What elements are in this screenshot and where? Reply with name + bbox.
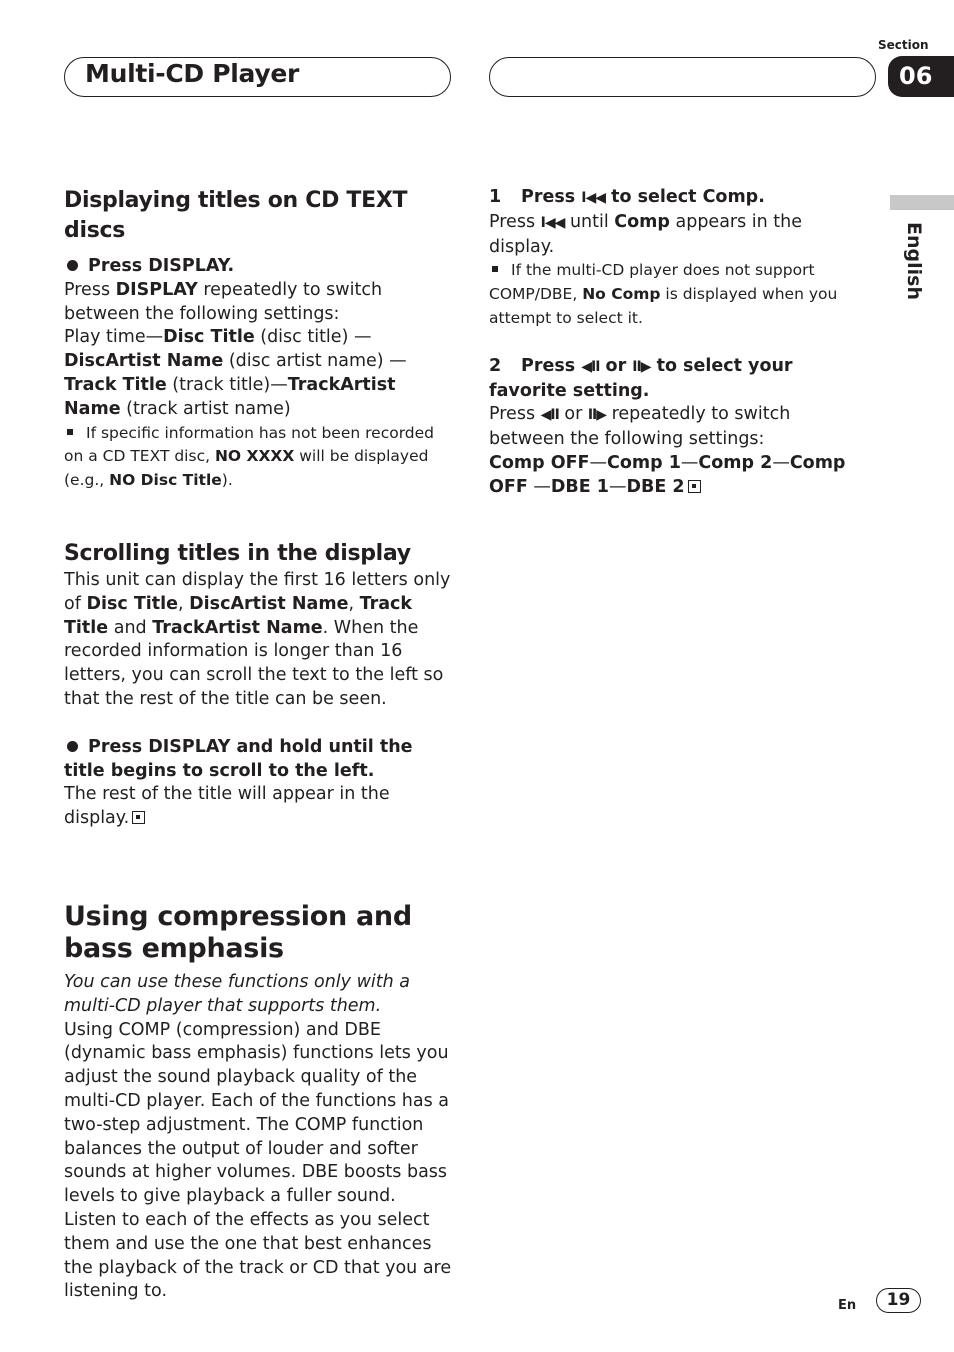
para-rest-of-title: The rest of the title will appear in the display. <box>64 784 390 829</box>
para-step-2: Press ◀II or II▶ repeatedly to switch between the following settings: <box>489 404 791 450</box>
skip-back-icon: I◀◀ <box>581 190 606 206</box>
skip-back-icon: I◀◀ <box>540 214 565 231</box>
bullet-hold-display: Press DISPLAY and hold until the title begins to scroll to the left. <box>64 736 413 781</box>
section-label: Section <box>878 38 929 52</box>
end-mark-icon <box>132 811 145 824</box>
note-square-icon <box>492 266 498 272</box>
heading-scrolling: Scrolling titles in the display <box>64 540 411 566</box>
footer-language: En <box>838 1298 857 1313</box>
para-comp-dbe: Using COMP (compression) and DBE (dynamic bass emphasis) functions lets you adjust the sound playback quality of the multi-CD player. Each of the functions has a two-step adjustment. The COMP function balances the output of louder and softer sounds at higher volumes. DBE boosts bass levels to give playback a fuller sound. Listen to each of the effects as you select them and use the one that best enhances the playback of the track or CD that you are listening to. <box>64 1019 452 1302</box>
left-column <box>64 186 452 1304</box>
bullet-icon <box>67 741 78 752</box>
blank-frame <box>489 57 876 97</box>
para-settings-list: Play time—Disc Title (disc title) —DiscArtist Name (disc artist name) —Track Title (track title)—TrackArtist Name (track artist name) <box>64 327 407 419</box>
page-title: Multi-CD Player <box>85 59 300 88</box>
note-square-icon <box>67 429 73 435</box>
note-no-comp: If the multi-CD player does not support COMP/DBE, No Comp is displayed when you attempt to select it. <box>489 261 838 327</box>
pause-next-icon: II▶ <box>632 358 651 375</box>
pause-next-icon: II▶ <box>587 407 607 424</box>
para-step-1: Press I◀◀ until Comp appears in the display. <box>489 211 803 257</box>
language-tab <box>890 195 954 210</box>
para-display-settings: Press DISPLAY repeatedly to switch between the following settings: <box>64 279 383 324</box>
language-label: English <box>903 222 925 300</box>
section-number: 06 <box>888 56 954 97</box>
right-column <box>489 186 869 500</box>
step-2: 2 Press ◀II or II▶ to select your favorite setting. <box>489 355 793 401</box>
bullet-press-display: Press DISPLAY. <box>64 255 452 279</box>
heading-compression: Using compression and bass emphasis <box>64 900 412 964</box>
prev-pause-icon: ◀II <box>581 358 600 375</box>
note-no-info: If specific information has not been recorded on a CD TEXT disc, NO XXXX will be displayed (e.g., NO Disc Title). <box>64 423 435 490</box>
step-1: 1 Press I◀◀ to select Comp. <box>489 187 765 207</box>
end-mark-icon <box>688 480 701 493</box>
para-scroll-info: This unit can display the first 16 letters only of Disc Title, DiscArtist Name, Track Title and TrackArtist Name. When the recorded information is longer than 16 letters, you can scroll the text to the left so that the rest of the title can be seen. <box>64 569 451 709</box>
prev-pause-icon: ◀II <box>540 407 559 424</box>
bullet-icon <box>67 260 78 271</box>
page-number: 19 <box>876 1288 921 1313</box>
para-supported-only: You can use these functions only with a multi-CD player that supports them. <box>64 971 410 1016</box>
settings-sequence: Comp OFF—Comp 1—Comp 2—Comp OFF —DBE 1—DBE 2 <box>489 452 846 497</box>
heading-cd-text: Displaying titles on CD TEXT discs <box>64 188 408 243</box>
